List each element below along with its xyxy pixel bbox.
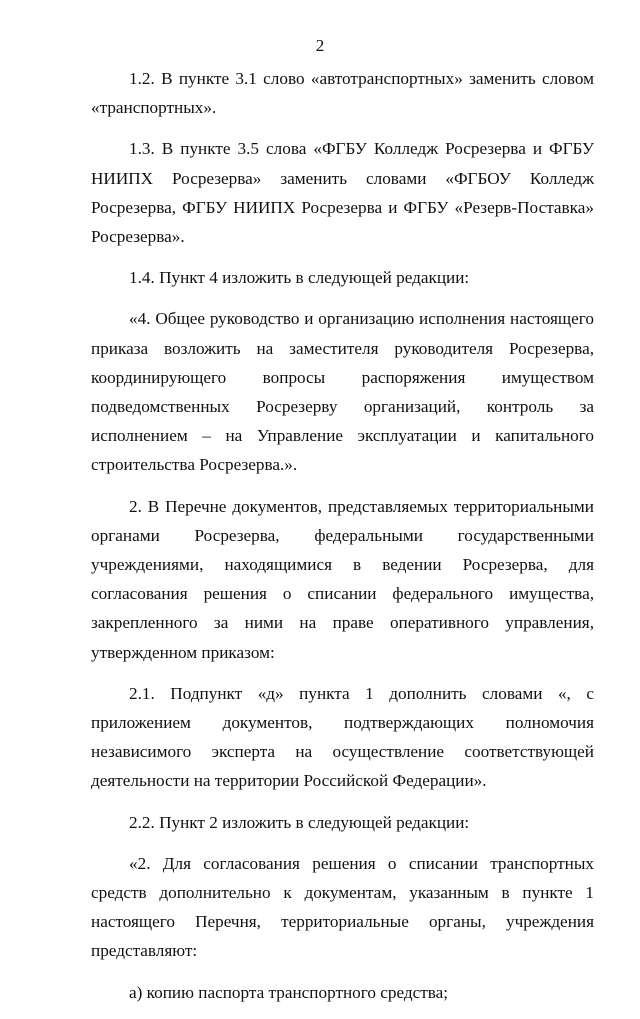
paragraph-point-2-text: «2. Для согласования решения о списании транспортных средств дополнительно к документам, указанным в пункте 1 настоящего Перечня, территориальные органы, учреждения представляют:: [91, 853, 594, 961]
paragraph-2: 2. В Перечне документов, представляемых территориальными органами Росрезерва, федеральными государственными учреждениями, находящимися в ведении Росрезерва, для согласования решения о списании федерального имущества, закрепленного за ними на праве оперативного управления, утвержденном приказом:: [91, 496, 594, 662]
document-body: [91, 64, 594, 1019]
paragraph-1-4: 1.4. Пункт 4 изложить в следующей редакции:: [129, 268, 470, 288]
paragraph-1-3: 1.3. В пункте 3.5 слова «ФГБУ Колледж Росрезерва и ФГБУ НИИПХ Росрезерва» заменить словами «ФГБОУ Колледж Росрезерва, ФГБУ НИИПХ Росрезерва и ФГБУ «Резерв-Поставка» Росрезерва».: [91, 139, 594, 247]
paragraph-2-1: 2.1. Подпункт «д» пункта 1 дополнить словами «, с приложением документов, подтверждающих полномочия независимого эксперта на осуществление соответствующей деятельности на территории Российской Федерации».: [91, 683, 594, 791]
paragraph-1-2: 1.2. В пункте 3.1 слово «автотранспортных» заменить словом «транспортных».: [91, 69, 594, 118]
paragraph-item-a: а) копию паспорта транспортного средства;: [129, 982, 449, 1002]
paragraph-point-4-text: «4. Общее руководство и организацию исполнения настоящего приказа возложить на заместителя руководителя Росрезерва, координирующего вопросы распоряжения имуществом подведомственных Росрезерву организаций, контроль за исполнением – на Управление эксплуатации и капитального строительства Росрезерва.».: [91, 309, 594, 475]
page-number: 2: [315, 36, 325, 55]
paragraph-2-2: 2.2. Пункт 2 изложить в следующей редакции:: [129, 812, 470, 832]
